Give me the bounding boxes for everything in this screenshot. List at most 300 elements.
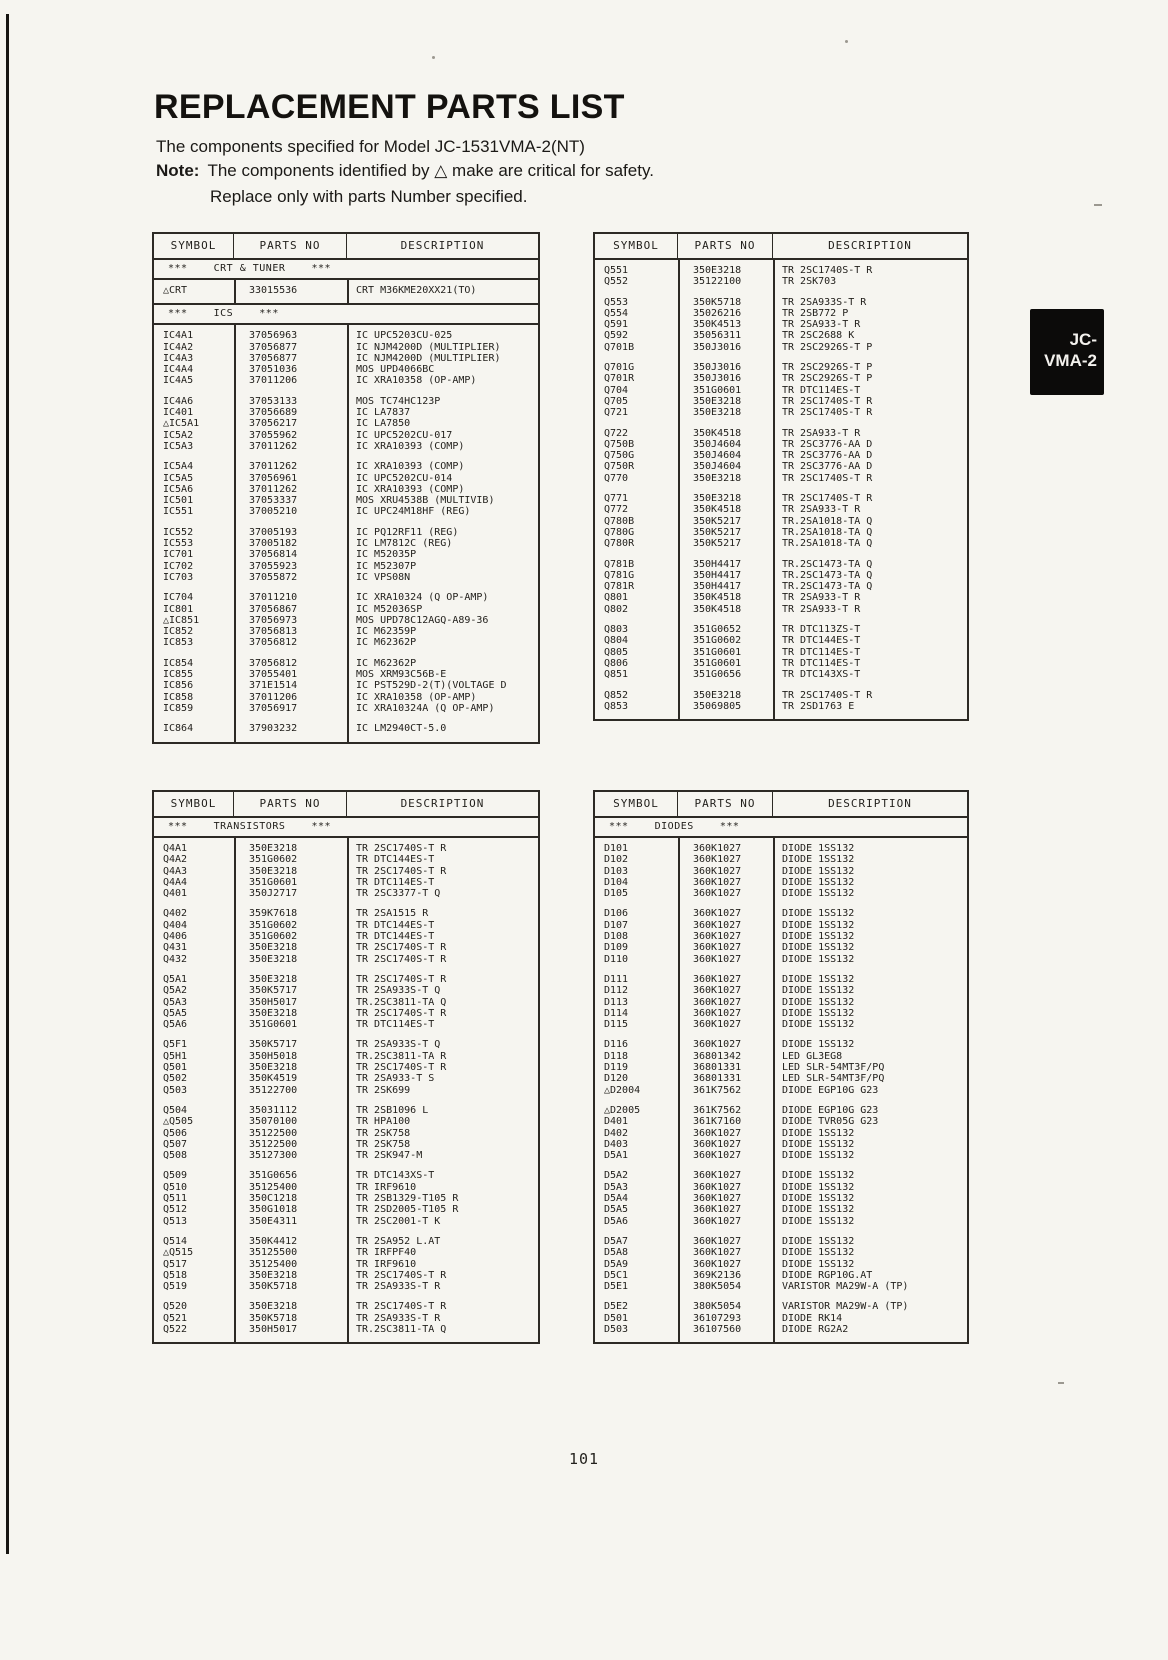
symbol-cell: IC5A5 — [163, 472, 194, 484]
table-body — [152, 278, 540, 305]
partsno-cell: 360K1027 — [693, 985, 742, 997]
symbol-cell: Q507 — [163, 1138, 188, 1150]
table-row — [595, 450, 967, 461]
description-cell: TR.2SC3811-TA R — [356, 1050, 447, 1062]
description-cell: TR DTC114ES-T — [356, 1019, 435, 1031]
description-cell: DIODE 1SS132 — [782, 908, 855, 920]
table-row — [595, 1128, 967, 1139]
partsno-cell: 360K1027 — [693, 973, 742, 985]
symbol-cell: D110 — [604, 953, 629, 965]
partsno-cell: 37011210 — [249, 592, 298, 604]
symbol-cell: Q750R — [604, 461, 635, 473]
description-cell: IC LA7850 — [356, 418, 411, 430]
symbol-cell: △D2004 — [604, 1084, 641, 1096]
symbol-cell: D113 — [604, 996, 629, 1008]
table-row — [154, 1085, 538, 1096]
partsno-cell: 37011262 — [249, 461, 298, 473]
partsno-cell: 360K1027 — [693, 1247, 742, 1259]
description-cell: DIODE EGP10G G23 — [782, 1104, 879, 1116]
table-row — [595, 604, 967, 615]
table-row — [595, 1150, 967, 1161]
symbol-cell: Q551 — [604, 265, 629, 276]
partsno-cell: 360K1027 — [693, 931, 742, 943]
table-row — [595, 1170, 967, 1181]
page-edge-line — [6, 14, 9, 1554]
table-row — [595, 1193, 967, 1204]
table-row — [595, 1062, 967, 1073]
symbol-cell: IC703 — [163, 571, 194, 583]
symbol-cell: Q503 — [163, 1084, 188, 1096]
description-cell: TR DTC114ES-T — [356, 876, 435, 888]
section-label: *** TRANSISTORS *** — [152, 816, 540, 838]
description-cell: TR DTC114ES-T — [782, 646, 861, 658]
description-cell: TR 2SK758 — [356, 1127, 411, 1139]
parts-table-diodes — [593, 790, 969, 1344]
table-row — [154, 1313, 538, 1324]
table-row — [595, 592, 967, 603]
column-divider — [678, 838, 680, 1342]
symbol-cell: D501 — [604, 1312, 629, 1324]
table-row — [154, 592, 538, 603]
column-header: SYMBOL — [595, 792, 678, 816]
description-cell: TR 2SA933S-T R — [782, 296, 867, 308]
partsno-cell: 350E3218 — [249, 1269, 298, 1281]
table-row — [154, 954, 538, 965]
description-cell: TR.2SC1473-TA Q — [782, 558, 873, 570]
symbol-cell: D107 — [604, 919, 629, 931]
partsno-cell: 35069805 — [693, 700, 742, 712]
symbol-cell: Q804 — [604, 635, 629, 647]
partsno-cell: 350G1018 — [249, 1204, 298, 1216]
table-row — [154, 658, 538, 669]
description-cell: IC LM2940CT-5.0 — [356, 723, 447, 735]
table-row — [595, 997, 967, 1008]
description-cell: IC M52307P — [356, 560, 417, 572]
table-row — [595, 428, 967, 439]
partsno-cell: 360K1027 — [693, 1127, 742, 1139]
symbol-cell: Q853 — [604, 700, 629, 712]
table-row — [595, 843, 967, 854]
symbol-cell: Q5A2 — [163, 985, 188, 997]
partsno-cell: 350K5217 — [693, 515, 742, 527]
table-row — [154, 495, 538, 506]
symbol-cell: Q506 — [163, 1127, 188, 1139]
partsno-cell: 37011262 — [249, 483, 298, 495]
table-row — [154, 1236, 538, 1247]
partsno-cell: 35122500 — [249, 1138, 298, 1150]
table-row — [595, 985, 967, 996]
partsno-cell: 350E3218 — [693, 493, 742, 505]
symbol-cell: IC4A3 — [163, 352, 194, 364]
partsno-cell: 35056311 — [693, 330, 742, 342]
symbol-cell: △D2005 — [604, 1104, 641, 1116]
partsno-cell: 37056877 — [249, 352, 298, 364]
spacer-row — [154, 649, 538, 658]
symbol-cell: IC704 — [163, 592, 194, 604]
table-row — [595, 319, 967, 330]
partsno-cell: 351G0652 — [693, 624, 742, 636]
description-cell: TR 2SC1740S-T R — [782, 472, 873, 484]
column-header: DESCRIPTION — [400, 797, 485, 810]
parts-table-crt-ics — [152, 232, 540, 744]
column-header: PARTS NO — [234, 792, 347, 816]
partsno-cell: 350E3218 — [249, 973, 298, 985]
description-cell: VARISTOR MA29W-A (TP) — [782, 1301, 909, 1313]
spacer-row — [154, 1096, 538, 1105]
partsno-cell: 360K1027 — [693, 996, 742, 1008]
table-row — [154, 572, 538, 583]
description-cell: TR HPA100 — [356, 1116, 411, 1128]
partsno-cell: 360K1027 — [693, 1150, 742, 1162]
table-row — [154, 604, 538, 615]
column-divider — [347, 325, 349, 741]
symbol-cell: IC4A6 — [163, 395, 194, 407]
partsno-cell: 37005193 — [249, 526, 298, 538]
symbol-cell: Q5A5 — [163, 1007, 188, 1019]
safety-note-continued: Replace only with parts Number specified. — [210, 187, 528, 206]
table-row — [154, 1073, 538, 1084]
partsno-cell: 360K1027 — [693, 942, 742, 954]
model-subtitle: The components specified for Model JC-1531VMA-2(NT) — [156, 137, 585, 156]
spacer-row — [595, 550, 967, 559]
table-row — [595, 1270, 967, 1281]
description-cell: DIODE 1SS132 — [782, 942, 855, 954]
description-cell: IC XRA10358 (OP-AMP) — [356, 691, 477, 703]
symbol-cell: Q5F1 — [163, 1039, 188, 1051]
description-cell: IC XRA10393 (COMP) — [356, 483, 465, 495]
description-cell: TR 2SB772 P — [782, 307, 849, 319]
table-row — [595, 920, 967, 931]
symbol-cell: Q552 — [604, 276, 629, 288]
description-cell: MOS UPD78C12AGQ-A89-36 — [356, 614, 489, 626]
spacer-row — [154, 387, 538, 396]
spacer-row — [154, 452, 538, 461]
description-cell: IC NJM4200D (MULTIPLIER) — [356, 341, 501, 353]
symbol-cell: Q5A3 — [163, 996, 188, 1008]
description-cell: VARISTOR MA29W-A (TP) — [782, 1281, 909, 1293]
symbol-cell: IC4A5 — [163, 375, 194, 387]
partsno-cell: 37011206 — [249, 691, 298, 703]
symbol-cell: IC854 — [163, 657, 194, 669]
table-row — [595, 1236, 967, 1247]
symbol-cell: D5E2 — [604, 1301, 629, 1313]
description-cell: TR 2SC1740S-T R — [782, 265, 873, 276]
symbol-cell: Q772 — [604, 504, 629, 516]
symbol-cell: Q508 — [163, 1150, 188, 1162]
symbol-cell: Q705 — [604, 395, 629, 407]
table-header-row — [593, 790, 969, 818]
partsno-cell: 36107560 — [693, 1323, 742, 1335]
symbol-cell: IC852 — [163, 626, 194, 638]
description-cell: TR 2SC1740S-T R — [782, 395, 873, 407]
description-cell: DIODE 1SS132 — [782, 843, 855, 854]
description-cell: TR IRF9610 — [356, 1181, 417, 1193]
symbol-cell: D120 — [604, 1073, 629, 1085]
description-cell: MOS UPD4066BC — [356, 364, 435, 376]
symbol-cell: IC501 — [163, 495, 194, 507]
partsno-cell: 37053337 — [249, 495, 298, 507]
section-label: *** DIODES *** — [593, 816, 969, 838]
description-cell: IC XRA10324A (Q OP-AMP) — [356, 702, 495, 714]
description-cell: TR 2SA952 L.AT — [356, 1235, 441, 1247]
table-row — [154, 1193, 538, 1204]
symbol-cell: Q4A1 — [163, 843, 188, 854]
table-row — [595, 276, 967, 287]
table-row — [595, 908, 967, 919]
partsno-cell: 350E3218 — [693, 395, 742, 407]
table-row — [154, 854, 538, 865]
table-row — [154, 1324, 538, 1335]
description-cell: DIODE 1SS132 — [782, 865, 855, 877]
partsno-cell: 37056217 — [249, 418, 298, 430]
description-cell: IC UPC24M18HF (REG) — [356, 506, 471, 518]
table-row — [154, 1150, 538, 1161]
column-header: DESCRIPTION — [828, 239, 912, 252]
symbol-cell: Q5A1 — [163, 973, 188, 985]
partsno-cell: 361K7562 — [693, 1084, 742, 1096]
description-cell: DIODE RG2A2 — [782, 1323, 849, 1335]
spacer-row — [154, 899, 538, 908]
partsno-cell: 350J4604 — [693, 450, 742, 462]
symbol-cell: IC702 — [163, 560, 194, 572]
symbol-cell: Q517 — [163, 1258, 188, 1270]
symbol-cell: Q701G — [604, 362, 635, 374]
tab-line-1: JC- — [1069, 330, 1097, 349]
partsno-cell: 350E3218 — [693, 265, 742, 276]
description-cell: TR.2SC3811-TA Q — [356, 1323, 447, 1335]
partsno-cell: 35031112 — [249, 1104, 298, 1116]
table-row — [154, 1281, 538, 1292]
description-cell: DIODE EGP10G G23 — [782, 1084, 879, 1096]
column-divider — [347, 280, 349, 303]
partsno-cell: 360K1027 — [693, 953, 742, 965]
page-number: 101 — [568, 1450, 600, 1468]
partsno-cell: 35122500 — [249, 1127, 298, 1139]
spacer-row — [154, 1292, 538, 1301]
symbol-cell: D101 — [604, 843, 629, 854]
description-cell: DIODE 1SS132 — [782, 1007, 855, 1019]
symbol-cell: IC701 — [163, 549, 194, 561]
symbol-cell: D5A1 — [604, 1150, 629, 1162]
description-cell: TR 2SK699 — [356, 1084, 411, 1096]
partsno-cell: 37051036 — [249, 364, 298, 376]
description-cell: IC M62362P — [356, 657, 417, 669]
symbol-cell: D104 — [604, 876, 629, 888]
spacer-row — [595, 1292, 967, 1301]
partsno-cell: 351G0656 — [693, 669, 742, 681]
symbol-cell: Q781R — [604, 581, 635, 593]
description-cell: TR DTC144ES-T — [782, 635, 861, 647]
table-row — [154, 549, 538, 560]
partsno-cell: 36801331 — [693, 1062, 742, 1074]
partsno-cell: 37056963 — [249, 330, 298, 342]
note-label: Note: — [156, 161, 200, 180]
partsno-cell: 361K7562 — [693, 1104, 742, 1116]
partsno-cell: 350E4311 — [249, 1215, 298, 1227]
description-cell: MOS XRM93C56B-E — [356, 669, 447, 681]
partsno-cell: 37055872 — [249, 571, 298, 583]
symbol-cell: IC853 — [163, 637, 194, 649]
description-cell: DIODE 1SS132 — [782, 1138, 855, 1150]
symbol-cell: Q750G — [604, 450, 635, 462]
symbol-cell: Q591 — [604, 319, 629, 331]
table-row — [154, 942, 538, 953]
symbol-cell: Q513 — [163, 1215, 188, 1227]
description-cell: TR 2SA933-T R — [782, 592, 861, 604]
table-row — [154, 1051, 538, 1062]
symbol-cell: D119 — [604, 1062, 629, 1074]
description-cell: TR 2SC2926S-T P — [782, 362, 873, 374]
partsno-cell: 360K1027 — [693, 843, 742, 854]
description-cell: TR 2SC1740S-T R — [356, 865, 447, 877]
table-row — [154, 1116, 538, 1127]
description-cell: TR 2SA933-T R — [782, 504, 861, 516]
partsno-cell: 350J4604 — [693, 461, 742, 473]
partsno-cell: 380K5054 — [693, 1301, 742, 1313]
partsno-cell: 37005210 — [249, 506, 298, 518]
table-row — [595, 373, 967, 384]
table-row — [154, 1204, 538, 1215]
description-cell: TR 2SA933S-T R — [356, 1312, 441, 1324]
table-row — [595, 308, 967, 319]
table-row — [154, 985, 538, 996]
symbol-cell: D402 — [604, 1127, 629, 1139]
symbol-cell: IC4A2 — [163, 341, 194, 353]
description-cell: TR DTC144ES-T — [356, 931, 435, 943]
description-cell: TR.2SC3811-TA Q — [356, 996, 447, 1008]
spacer-row — [595, 1030, 967, 1039]
partsno-cell: 35070100 — [249, 1116, 298, 1128]
partsno-cell: 37056813 — [249, 626, 298, 638]
symbol-cell: Q554 — [604, 307, 629, 319]
table-row — [154, 375, 538, 386]
scan-artifact — [845, 40, 848, 43]
table-row — [595, 473, 967, 484]
table-row — [595, 330, 967, 341]
page-title: REPLACEMENT PARTS LIST — [154, 88, 625, 126]
symbol-cell: IC859 — [163, 702, 194, 714]
partsno-cell: 350J3016 — [693, 362, 742, 374]
partsno-cell: 360K1027 — [693, 1138, 742, 1150]
description-cell: IC PST529D-2(T)(VOLTAGE D — [356, 680, 507, 692]
partsno-cell: 350E3218 — [249, 1062, 298, 1074]
table-row — [595, 1281, 967, 1292]
partsno-cell: 350C1218 — [249, 1193, 298, 1205]
partsno-cell: 37056973 — [249, 614, 298, 626]
symbol-cell: Q520 — [163, 1301, 188, 1313]
description-cell: DIODE 1SS132 — [782, 1193, 855, 1205]
partsno-cell: 37056689 — [249, 407, 298, 419]
column-header: SYMBOL — [154, 792, 234, 816]
partsno-cell: 360K1027 — [693, 888, 742, 900]
description-cell: TR 2SC2001-T K — [356, 1215, 441, 1227]
table-row — [595, 669, 967, 680]
table-row — [595, 362, 967, 373]
partsno-cell: 351G0602 — [249, 931, 298, 943]
partsno-cell: 350H4417 — [693, 581, 742, 593]
column-header: DESCRIPTION — [828, 797, 912, 810]
symbol-cell: Q592 — [604, 330, 629, 342]
symbol-cell: Q4A2 — [163, 854, 188, 866]
partsno-cell: 350K4518 — [693, 427, 742, 439]
description-cell: IC XRA10393 (COMP) — [356, 461, 465, 473]
partsno-cell: 37005182 — [249, 538, 298, 550]
symbol-cell: D5A3 — [604, 1181, 629, 1193]
partsno-cell: 350J3016 — [693, 341, 742, 353]
symbol-cell: Q501 — [163, 1062, 188, 1074]
table-row — [595, 1139, 967, 1150]
description-cell: TR 2SD2005-T105 R — [356, 1204, 459, 1216]
spacer-row — [595, 288, 967, 297]
symbol-cell: IC801 — [163, 603, 194, 615]
table-row — [595, 1019, 967, 1030]
table-row — [595, 559, 967, 570]
partsno-cell: 351G0656 — [249, 1170, 298, 1182]
table-row — [154, 418, 538, 429]
partsno-cell: 351G0601 — [693, 646, 742, 658]
symbol-cell: Q851 — [604, 669, 629, 681]
table-row — [154, 1039, 538, 1050]
partsno-cell: 33015536 — [249, 285, 298, 296]
description-cell: IC UPC5203CU-025 — [356, 330, 453, 342]
symbol-cell: D102 — [604, 854, 629, 866]
symbol-cell: D5A4 — [604, 1193, 629, 1205]
symbol-cell: Q432 — [163, 953, 188, 965]
partsno-cell: 350K4513 — [693, 319, 742, 331]
description-cell: TR DTC113ZS-T — [782, 624, 861, 636]
table-row — [154, 723, 538, 734]
table-row — [154, 1270, 538, 1281]
partsno-cell: 360K1027 — [693, 1193, 742, 1205]
partsno-cell: 351G0602 — [249, 919, 298, 931]
symbol-cell: IC864 — [163, 723, 194, 735]
description-cell: DIODE 1SS132 — [782, 1170, 855, 1182]
symbol-cell: Q805 — [604, 646, 629, 658]
symbol-cell: D118 — [604, 1050, 629, 1062]
symbol-cell: D108 — [604, 931, 629, 943]
column-divider — [234, 838, 236, 1342]
symbol-cell: IC5A6 — [163, 483, 194, 495]
description-cell: IC M52035P — [356, 549, 417, 561]
table-row — [154, 561, 538, 572]
symbol-cell: IC858 — [163, 691, 194, 703]
description-cell: DIODE 1SS132 — [782, 854, 855, 866]
description-cell: TR 2SB1329-T105 R — [356, 1193, 459, 1205]
section-label: *** CRT & TUNER *** — [152, 258, 540, 280]
table-row — [154, 997, 538, 1008]
symbol-cell: Q522 — [163, 1323, 188, 1335]
partsno-cell: 37011206 — [249, 375, 298, 387]
symbol-cell: Q5H1 — [163, 1050, 188, 1062]
partsno-cell: 350E3218 — [249, 1301, 298, 1313]
partsno-cell: 350K4518 — [693, 504, 742, 516]
symbol-cell: D5A7 — [604, 1235, 629, 1247]
partsno-cell: 350K4412 — [249, 1235, 298, 1247]
partsno-cell: 37056814 — [249, 549, 298, 561]
table-row — [595, 854, 967, 865]
table-row — [595, 1073, 967, 1084]
description-cell: TR 2SA933-T R — [782, 603, 861, 615]
table-row — [154, 1301, 538, 1312]
table-row — [154, 1259, 538, 1270]
partsno-cell: 350K4519 — [249, 1073, 298, 1085]
description-cell: TR DTC143XS-T — [782, 669, 861, 681]
partsno-cell: 37053133 — [249, 395, 298, 407]
spacer-row — [595, 1161, 967, 1170]
symbol-cell: Q402 — [163, 908, 188, 920]
table-row — [595, 1116, 967, 1127]
description-cell: IC XRA10393 (COMP) — [356, 440, 465, 452]
